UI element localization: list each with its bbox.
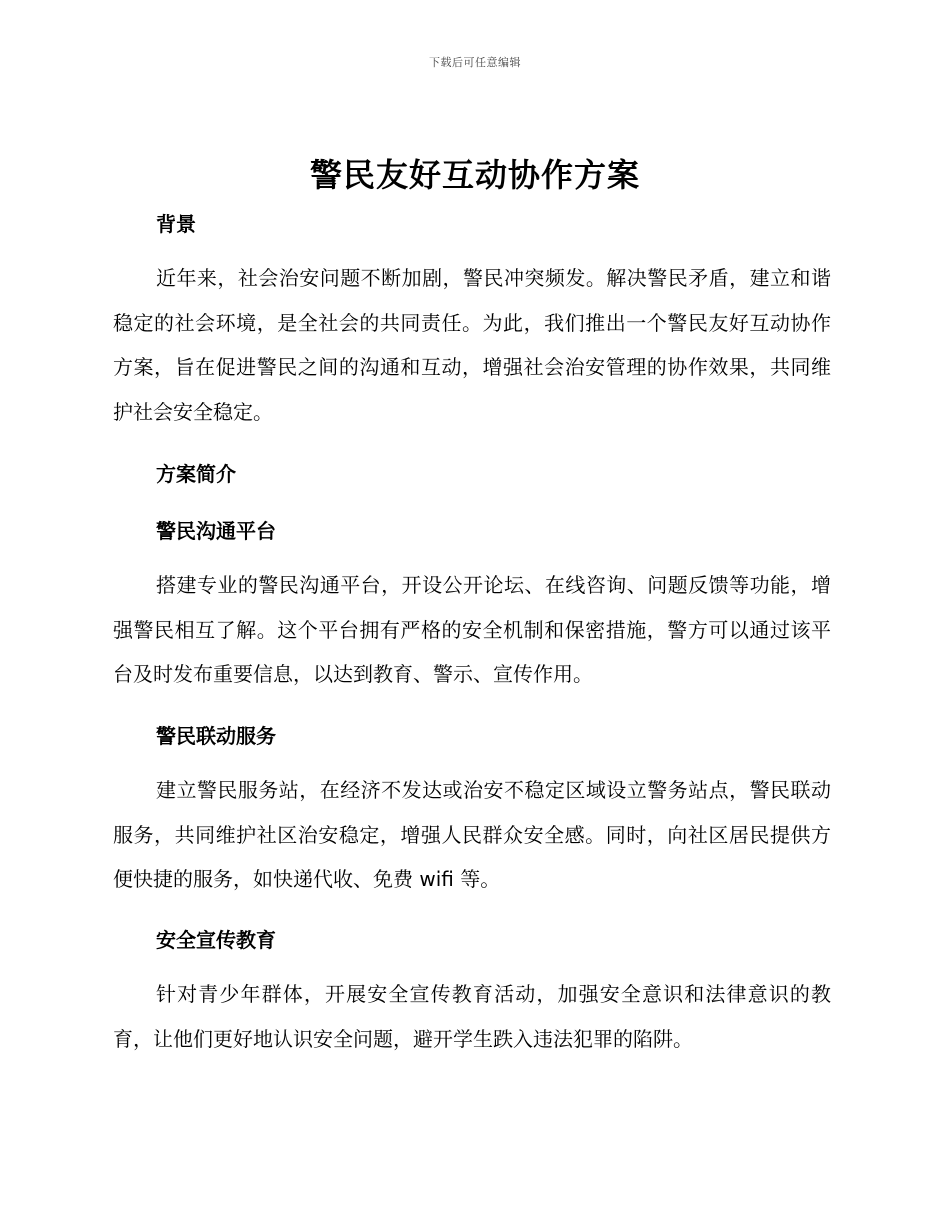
section-heading-joint-service: 警民联动服务: [156, 724, 276, 748]
section-paragraph-safety-education: 针对青少年群体，开展安全宣传教育活动，加强安全意识和法律意识的教育，让他们更好地认识安全问题，避开学生跌入违法犯罪的陷阱。: [113, 982, 831, 1051]
section-paragraph-background: 近年来，社会治安问题不断加剧，警民冲突频发。解决警民矛盾，建立和谐稳定的社会环境，是全社会的共同责任。为此，我们推出一个警民友好互动协作方案，旨在促进警民之间的沟通和互动，增强社会治安管理的协作效果，共同维护社会安全稳定。: [113, 266, 831, 424]
section-paragraph-joint-service: 建立警民服务站，在经济不发达或治安不稳定区域设立警务站点，警民联动服务，共同维护社区治安稳定，增强人民群众安全感。同时，向社区居民提供方便快捷的服务，如快递代收、免费 wifi 等。: [113, 778, 831, 891]
section-heading-safety-education: 安全宣传教育: [156, 928, 276, 952]
section-heading-overview: 方案简介: [156, 462, 236, 486]
section-heading-background: 背景: [156, 212, 196, 236]
section-paragraph-communication-platform: 搭建专业的警民沟通平台，开设公开论坛、在线咨询、问题反馈等功能，增强警民相互了解。这个平台拥有严格的安全机制和保密措施，警方可以通过该平台及时发布重要信息，以达到教育、警示、宣传作用。: [113, 573, 831, 686]
section-heading-communication-platform: 警民沟通平台: [156, 519, 276, 543]
document-title: 警民友好互动协作方案: [309, 156, 640, 194]
page-header-note: 下载后可任意编辑: [429, 56, 521, 69]
